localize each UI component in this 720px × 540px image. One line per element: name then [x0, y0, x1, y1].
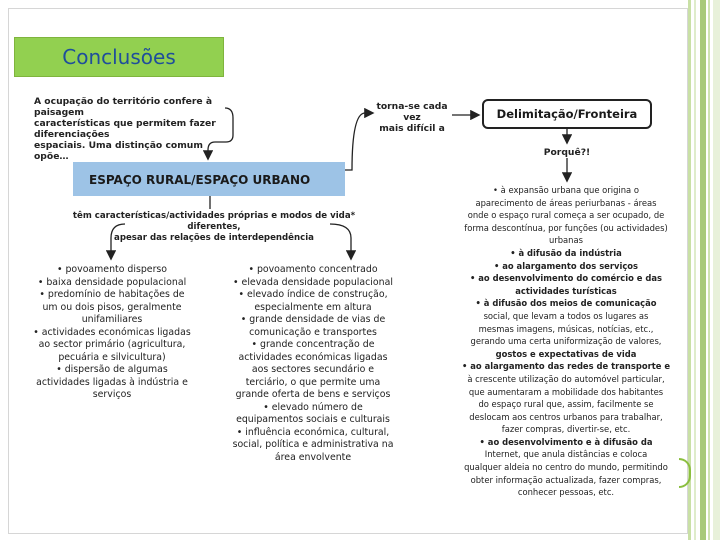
characteristics-line: apesar das relações de interdependência: [114, 233, 314, 243]
list-item: área envolvente: [274, 451, 352, 463]
arrow-banner-to-connector: [345, 113, 372, 170]
list-item: um ou dois pisos, geralmente: [42, 301, 182, 313]
list-item: mesmas imagens, músicas, notícias, etc.,: [478, 323, 654, 334]
list-item: • grande concentração de: [251, 339, 375, 350]
list-item: aos sectores secundário e: [251, 364, 375, 375]
list-item: • à difusão dos meios de comunicação: [475, 298, 657, 309]
list-item: unifamiliares: [81, 314, 143, 325]
list-item: terciário, o que permite uma: [245, 376, 381, 388]
list-item: conhecer pessoas, etc.: [517, 487, 615, 498]
list-item: equipamentos sociais e culturais: [236, 414, 390, 425]
slide-title: Conclusões: [62, 45, 176, 69]
list-item: à crescente utilização do automóvel particular,: [467, 373, 665, 384]
list-item: • à expansão urbana que origina o: [493, 185, 639, 195]
list-item: deslocam aos centros urbanos para trabalhar,: [469, 411, 663, 422]
list-item: • à difusão da indústria: [510, 247, 622, 258]
question-label: Porquê?!: [543, 147, 591, 158]
list-item: forma descontínua, por funções (ou actividades): [464, 222, 668, 233]
list-item: gerando uma certa uniformização de valores,: [470, 336, 662, 347]
list-item: • actividades económicas ligadas: [33, 326, 191, 338]
list-item: • predomínio de habitações de: [39, 289, 185, 300]
list-item: gostos e expectativas de vida: [495, 348, 637, 359]
list-item: actividades ligadas à indústria e: [36, 376, 188, 388]
intro-line: características que permitem fazer diferenciações: [34, 118, 216, 140]
intro-line: espaciais. Uma distinção comum opõe…: [34, 140, 203, 162]
list-item: actividades económicas ligadas: [238, 351, 388, 363]
rural-characteristics-list: [16, 264, 208, 402]
connector-line: mais difícil a: [379, 123, 445, 134]
list-item: • ao alargamento dos serviços: [493, 260, 639, 271]
list-item: • grande densidade de vias de: [240, 314, 386, 325]
intro-text: [34, 96, 234, 162]
connector-text: [372, 101, 452, 134]
rural-urban-banner: ESPAÇO RURAL/ESPAÇO URBANO: [73, 162, 345, 196]
list-item: • influência económica, cultural,: [236, 426, 390, 438]
list-item: • elevada densidade populacional: [233, 276, 393, 288]
list-item: aparecimento de áreas periurbanas - áreas: [475, 197, 657, 208]
list-item: urbanas: [548, 235, 583, 246]
list-item: qualquer aldeia no centro do mundo, permitindo: [464, 462, 668, 473]
list-item: onde o espaço rural começa a ser ocupado, de: [467, 210, 665, 221]
list-item: • povoamento concentrado: [248, 264, 378, 275]
boundary-box: Delimitação/Fronteira: [482, 99, 652, 129]
characteristics-text: [60, 211, 368, 244]
list-item: grande oferta de bens e serviços: [235, 389, 391, 400]
list-item: • povoamento disperso: [56, 264, 168, 275]
connector-line: torna-se cada vez: [376, 101, 448, 123]
list-item: • ao desenvolvimento e à difusão da: [479, 436, 653, 447]
list-item: Internet, que anula distâncias e coloca: [484, 449, 648, 460]
urban-characteristics-list: [214, 264, 412, 464]
list-item: • elevado número de: [263, 401, 363, 413]
list-item: pecuária e silvicultura): [58, 351, 166, 363]
intro-line: A ocupação do território confere à paisagem: [34, 96, 213, 118]
list-item: fazer compras, divertir-se, etc.: [501, 424, 631, 435]
list-item: • dispersão de algumas: [56, 364, 168, 375]
list-item: • ao alargamento das redes de transporte e: [462, 361, 670, 372]
list-item: comunicação e transportes: [249, 326, 377, 338]
list-item: serviços: [92, 389, 132, 400]
list-item: social, que levam a todos os lugares as: [483, 310, 649, 321]
list-item: • ao desenvolvimento do comércio e das: [470, 273, 662, 284]
list-item: ao sector primário (agricultura,: [38, 339, 186, 350]
list-item: do espaço rural que, assim, facilmente se: [478, 399, 654, 410]
characteristics-line: têm características/actividades próprias e modos de vida* diferentes,: [72, 211, 356, 232]
list-item: actividades turísticas: [515, 285, 617, 296]
list-item: • elevado índice de construção,: [238, 289, 388, 300]
list-item: obter informação actualizada, fazer compras,: [470, 474, 662, 485]
list-item: social, política e administrativa na: [232, 439, 394, 450]
list-item: que aumentaram a mobilidade dos habitantes: [468, 386, 664, 397]
list-item: • baixa densidade populacional: [37, 276, 187, 288]
boundary-reasons-list: [448, 184, 684, 499]
list-item: especialmente em altura: [254, 301, 372, 313]
